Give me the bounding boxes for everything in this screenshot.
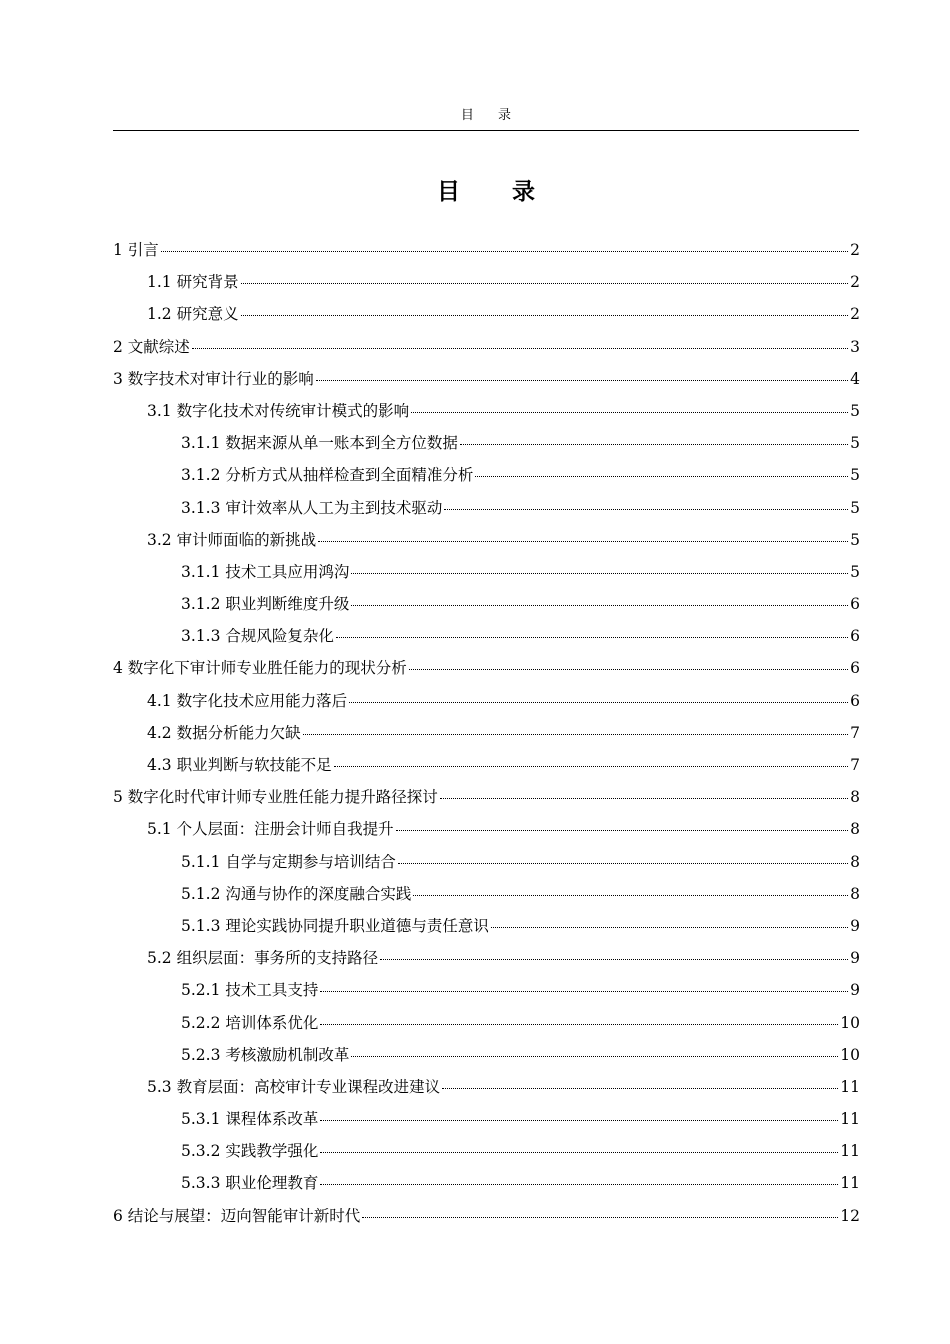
toc-entry[interactable]: [113, 1103, 860, 1135]
toc-entry[interactable]: [113, 1135, 860, 1167]
toc-entry[interactable]: [113, 395, 860, 427]
toc-entry-title: 5.3 教育层面：高校审计专业课程改进建议: [147, 1077, 441, 1096]
page-title-text: 目 录: [436, 179, 557, 205]
toc-dot-leader: [192, 348, 848, 349]
toc-dot-leader: [351, 605, 848, 606]
toc-entry-page-number: 6: [850, 627, 860, 646]
toc-entry-page-number: 6: [850, 659, 860, 678]
toc-dot-leader: [316, 380, 848, 381]
toc-entry-title: 1.2 研究意义: [147, 305, 239, 324]
toc-entry-title: 5.3.1 课程体系改革: [181, 1110, 319, 1129]
toc-entry-title: 5.3.3 职业伦理教育: [181, 1174, 319, 1193]
toc-dot-leader: [460, 444, 848, 445]
toc-entry-title: 5.2.3 考核激励机制改革: [181, 1045, 350, 1064]
toc-entry-page-number: 5: [850, 530, 860, 549]
toc-entry[interactable]: [113, 910, 860, 942]
toc-entry-page-number: 3: [850, 337, 860, 356]
toc-entry-page-number: 9: [850, 949, 860, 968]
toc-dot-leader: [380, 959, 848, 960]
toc-entry-title: 5.2 组织层面：事务所的支持路径: [147, 949, 379, 968]
toc-entry-title: 2 文献综述: [113, 337, 190, 356]
toc-entry[interactable]: [113, 1071, 860, 1103]
toc-dot-leader: [444, 509, 848, 510]
toc-entry[interactable]: [113, 749, 860, 781]
toc-entry-page-number: 9: [850, 981, 860, 1000]
toc-dot-leader: [320, 1120, 838, 1121]
toc-entry[interactable]: [113, 717, 860, 749]
toc-entry-page-number: 10: [840, 1013, 860, 1032]
toc-entry-page-number: 5: [850, 401, 860, 420]
page-title: [113, 172, 859, 212]
toc-dot-leader: [241, 315, 849, 316]
toc-entry-page-number: 5: [850, 498, 860, 517]
toc-entry[interactable]: [113, 813, 860, 845]
toc-entry-page-number: 8: [850, 788, 860, 807]
toc-entry[interactable]: [113, 1007, 860, 1039]
toc-dot-leader: [351, 573, 848, 574]
toc-entry-page-number: 8: [850, 884, 860, 903]
toc-entry-page-number: 7: [850, 723, 860, 742]
toc-entry-page-number: 7: [850, 756, 860, 774]
toc-dot-leader: [398, 863, 848, 864]
toc-dot-leader: [440, 798, 848, 799]
toc-entry-title: 3.1 数字化技术对传统审计模式的影响: [147, 401, 410, 420]
toc-entry-title: 6 结论与展望：迈向智能审计新时代: [113, 1206, 361, 1225]
toc-entry-title: 3.1.3 审计效率从人工为主到技术驱动: [181, 498, 443, 517]
toc-entry[interactable]: [113, 878, 860, 910]
toc-entry-title: 5.1 个人层面：注册会计师自我提升: [147, 820, 394, 839]
toc-entry-title: 3.1.3 合规风险复杂化: [181, 627, 334, 646]
toc-entry[interactable]: [113, 459, 860, 491]
toc-entry-title: 1 引言: [113, 241, 159, 259]
toc-entry-page-number: 11: [840, 1174, 860, 1193]
toc-entry-title: 5.2.1 技术工具支持: [181, 981, 319, 1000]
toc-entry-title: 5.1.2 沟通与协作的深度融合实践: [181, 884, 412, 903]
toc-entry-title: 1.1 研究背景: [147, 273, 239, 292]
toc-entry-page-number: 2: [850, 241, 860, 259]
toc-entry-title: 5.1.3 理论实践协同提升职业道德与责任意识: [181, 916, 489, 935]
toc-entry-title: 5 数字化时代审计师专业胜任能力提升路径探讨: [113, 788, 438, 807]
toc-dot-leader: [320, 1184, 838, 1185]
toc-dot-leader: [336, 637, 848, 638]
toc-entry-page-number: 4: [850, 369, 860, 388]
toc-dot-leader: [334, 766, 849, 767]
toc-entry[interactable]: [113, 974, 860, 1006]
toc-entry-title: 4.3 职业判断与软技能不足: [147, 756, 332, 774]
toc-dot-leader: [320, 1152, 838, 1153]
toc-entry-title: 4.2 数据分析能力欠缺: [147, 723, 301, 742]
toc-dot-leader: [413, 895, 848, 896]
toc-entry-title: 3.1.2 职业判断维度升级: [181, 595, 350, 614]
toc-entry-page-number: 9: [850, 916, 860, 935]
toc-dot-leader: [409, 669, 848, 670]
toc-entry[interactable]: [113, 1039, 860, 1071]
toc-dot-leader: [241, 283, 849, 284]
toc-entry-page-number: 8: [850, 852, 860, 871]
running-header: [113, 106, 859, 131]
toc-entry[interactable]: [113, 620, 860, 652]
toc-dot-leader: [303, 734, 849, 735]
toc-entry-page-number: 5: [850, 434, 860, 453]
toc-dot-leader: [442, 1088, 838, 1089]
toc-entry-title: 3.1.1 数据来源从单一账本到全方位数据: [181, 434, 458, 453]
toc-entry-title: 4 数字化下审计师专业胜任能力的现状分析: [113, 659, 407, 678]
toc-entry-title: 3.1.2 分析方式从抽样检查到全面精准分析: [181, 466, 474, 485]
toc-entry[interactable]: [113, 234, 860, 266]
toc-dot-leader: [349, 702, 848, 703]
toc-dot-leader: [351, 1056, 838, 1057]
toc-entry-title: 4.1 数字化技术应用能力落后: [147, 691, 348, 710]
table-of-contents: [113, 234, 860, 1232]
toc-entry[interactable]: [113, 685, 860, 717]
toc-dot-leader: [320, 1024, 838, 1025]
toc-dot-leader: [161, 251, 848, 252]
toc-dot-leader: [396, 830, 849, 831]
toc-entry[interactable]: [113, 1167, 860, 1199]
toc-dot-leader: [475, 476, 848, 477]
toc-entry[interactable]: [113, 492, 860, 524]
toc-entry[interactable]: [113, 588, 860, 620]
toc-entry[interactable]: [113, 652, 860, 684]
toc-entry-page-number: 11: [840, 1110, 860, 1129]
toc-entry-page-number: 11: [840, 1077, 860, 1096]
toc-entry-page-number: 6: [850, 595, 860, 614]
toc-entry-page-number: 11: [840, 1142, 860, 1161]
toc-entry-page-number: 2: [850, 305, 860, 324]
toc-entry[interactable]: [113, 331, 860, 363]
running-header-text: 目 录: [460, 108, 522, 123]
toc-entry-page-number: 12: [840, 1206, 860, 1225]
toc-entry[interactable]: [113, 298, 860, 330]
toc-dot-leader: [320, 991, 848, 992]
toc-entry[interactable]: [113, 524, 860, 556]
toc-entry[interactable]: [113, 846, 860, 878]
toc-dot-leader: [318, 541, 848, 542]
toc-entry-title: 5.1.1 自学与定期参与培训结合: [181, 852, 396, 871]
toc-dot-leader: [362, 1217, 838, 1218]
toc-entry-page-number: 5: [850, 466, 860, 485]
toc-entry[interactable]: [113, 363, 860, 395]
toc-entry[interactable]: [113, 942, 860, 974]
toc-dot-leader: [491, 927, 848, 928]
toc-entry-title: 3.1.1 技术工具应用鸿沟: [181, 562, 350, 581]
toc-entry-title: 3 数字技术对审计行业的影响: [113, 369, 314, 388]
toc-entry[interactable]: [113, 781, 860, 813]
toc-entry-title: 5.3.2 实践教学强化: [181, 1142, 319, 1161]
toc-entry[interactable]: [113, 427, 860, 459]
toc-entry[interactable]: [113, 1200, 860, 1232]
toc-entry-page-number: 10: [840, 1045, 860, 1064]
toc-entry-page-number: 2: [850, 273, 860, 292]
toc-entry-title: 5.2.2 培训体系优化: [181, 1013, 319, 1032]
toc-entry[interactable]: [113, 266, 860, 298]
toc-entry[interactable]: [113, 556, 860, 588]
toc-entry-page-number: 6: [850, 691, 860, 710]
toc-dot-leader: [411, 412, 848, 413]
toc-entry-page-number: 5: [850, 562, 860, 581]
toc-entry-title: 3.2 审计师面临的新挑战: [147, 530, 317, 549]
toc-entry-page-number: 8: [850, 820, 860, 839]
